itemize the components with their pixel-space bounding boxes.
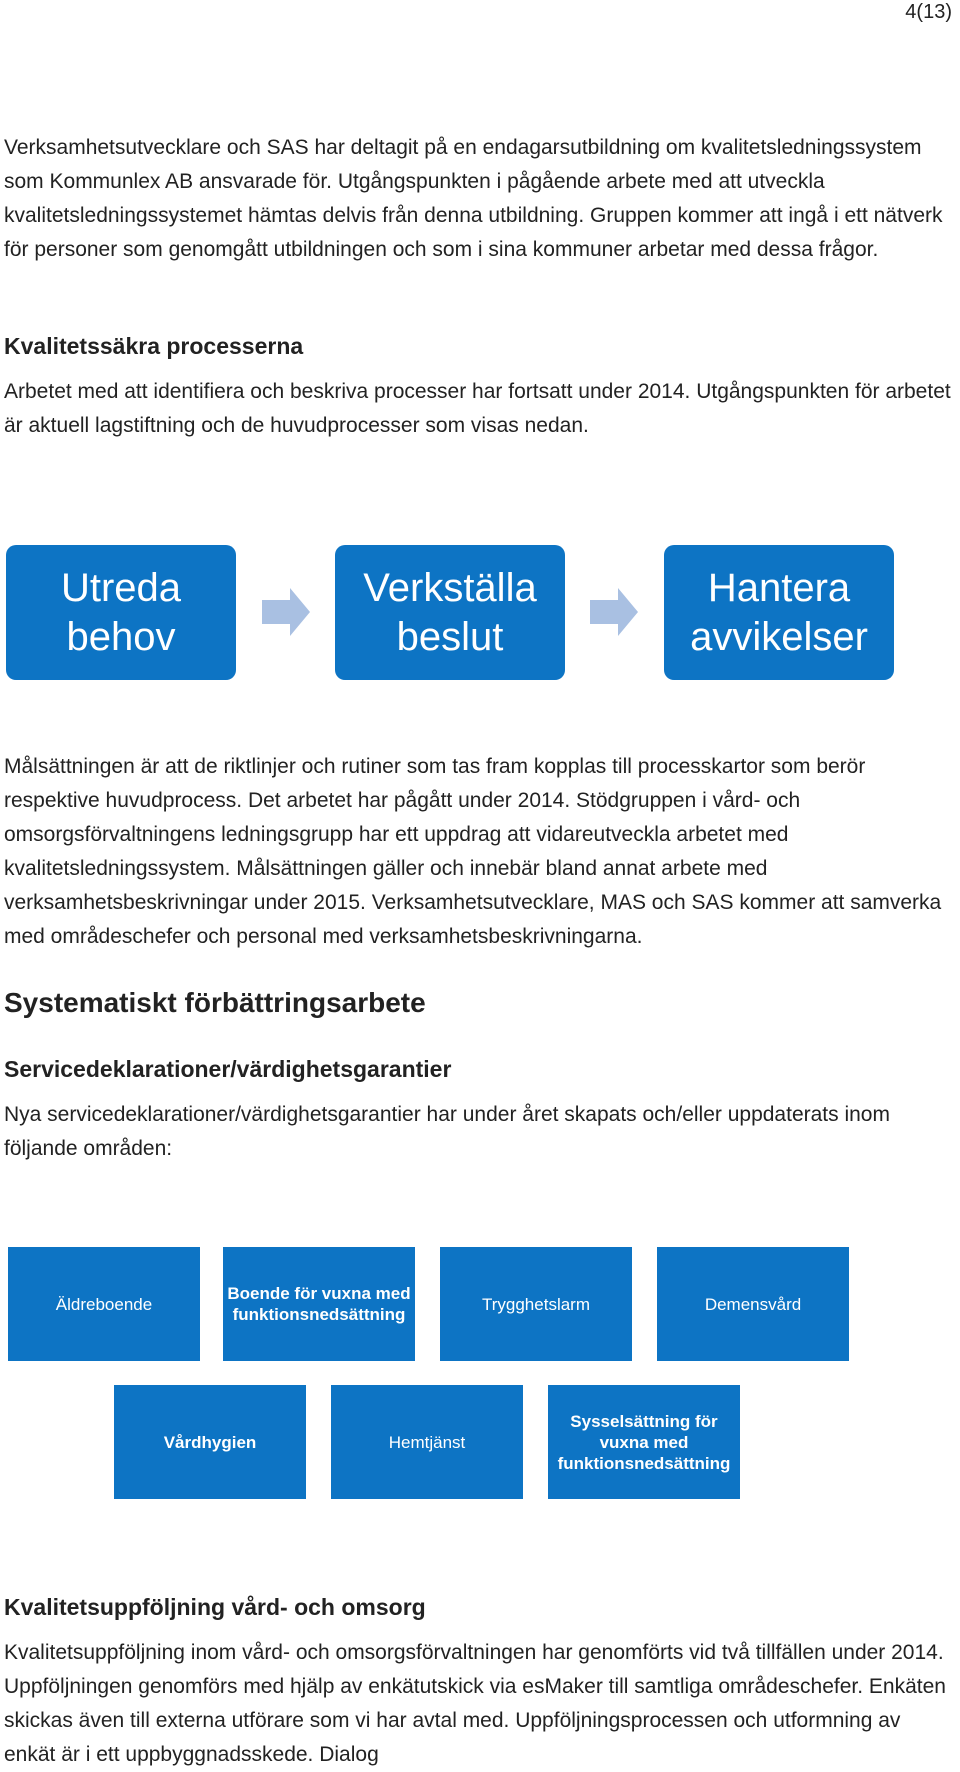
- guarantees-paragraph: Nya servicedeklarationer/värdighetsgarantier har under året skapats och/eller uppdaterats inom följande områden:: [4, 1103, 890, 1160]
- area-trygghetslarm: Trygghetslarm: [440, 1247, 632, 1361]
- guarantees-subheading: Servicedeklarationer/värdighetsgarantier: [4, 1056, 452, 1082]
- followup-heading: Kvalitetsuppföljning vård- och omsorg: [4, 1594, 426, 1620]
- area-hemtjanst: Hemtjänst: [331, 1385, 523, 1499]
- area-aldreboende: Äldreboende: [8, 1247, 200, 1361]
- area-vardhygien: Vårdhygien: [114, 1385, 306, 1499]
- goal-paragraph: Målsättningen är att de riktlinjer och rutiner som tas fram kopplas till processkartor som berör respektive huvudprocess. Det arbetet har pågått under 2014. Stödgruppen i vård- och omsorgsförvaltningens ledningsgrupp har ett uppdrag att vidareutveckla arbetet med kvalitetsledningssystem. Målsättningen gäller och innebär bland annat arbete med verksamhetsbeskrivningar under 2015. Verksamhetsutvecklare, MAS och SAS kommer att samverka med områdeschefer och personal med verksamhetsbeskrivningarna.: [4, 755, 942, 948]
- area-demensvard: Demensvård: [657, 1247, 849, 1361]
- area-sysselsattning: Sysselsättning för vuxna med funktionsnedsättning: [548, 1385, 740, 1499]
- arrow-right-icon: [588, 586, 640, 638]
- process-step-hantera-avvikelser: Hantera avvikelser: [664, 545, 894, 680]
- processes-paragraph: Arbetet med att identifiera och beskriva processer har fortsatt under 2014. Utgångspunkten för arbetet är aktuell lagstiftning och de huvudprocesser som visas nedan.: [4, 380, 951, 437]
- followup-paragraph: Kvalitetsuppföljning inom vård- och omsorgsförvaltningen har genomförts vid två tillfällen under 2014. Uppföljningen genomförs med hjälp av enkätutskick via esMaker till samtliga områdeschefer. Enkäten skickas även till externa utförare som vi har avtal med. Uppföljningsprocessen och utformning av enkät är i ett uppbyggnadsskede. Dialog: [4, 1641, 946, 1766]
- processes-heading: Kvalitetssäkra processerna: [4, 333, 304, 359]
- improvement-heading: Systematiskt förbättringsarbete: [4, 987, 426, 1018]
- process-step-utreda-behov: Utreda behov: [6, 545, 236, 680]
- area-boende-vuxna: Boende för vuxna med funktionsnedsättning: [223, 1247, 415, 1361]
- arrow-right-icon: [260, 586, 312, 638]
- process-step-verkstalla-beslut: Verkställa beslut: [335, 545, 565, 680]
- page-number: 4(13): [905, 1, 952, 23]
- intro-paragraph: Verksamhetsutvecklare och SAS har deltagit på en endagarsutbildning om kvalitetsledningssystem som Kommunlex AB ansvarade för. Utgångspunkten i pågående arbete med att utveckla kvalitetsledningssystemet hämtas delvis från denna utbildning. Gruppen kommer att ingå i ett nätverk för personer som genomgått utbildningen och som i sina kommuner arbetar med dessa frågor.: [4, 136, 943, 261]
